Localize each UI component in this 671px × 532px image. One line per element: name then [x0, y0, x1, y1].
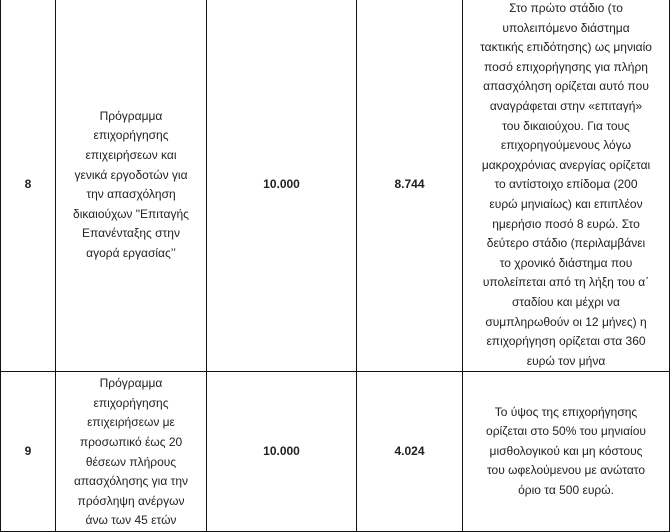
description-line: απασχόληση ορίζεται αυτό που	[483, 79, 649, 94]
description-line: υπολειπόμενο διάστημα	[502, 20, 630, 35]
description-line: μισθολογικού και μη κόστους	[489, 443, 643, 458]
value-a: 10.000	[207, 372, 357, 532]
program-line: την απασχόληση	[86, 187, 176, 202]
description-line: επιχορήγηση ορίζεται στα 360	[486, 334, 646, 349]
description-line: ευρώ μηνιαίως) και επιπλέον	[489, 196, 643, 211]
program-line: Πρόγραμμα	[99, 108, 163, 123]
program-line: επιχορήγησης	[93, 395, 169, 410]
table-row	[1, 372, 670, 532]
description-line: Στο πρώτο στάδιο (το	[509, 1, 623, 15]
program-line: αγορά εργασίας’’	[86, 245, 176, 260]
description-line: Το ύψος της επιχορήγησης	[494, 404, 638, 419]
description-line: ευρώ τον μήνα	[526, 353, 606, 368]
description-line: ημερήσιο ποσό 8 ευρώ. Στο	[492, 216, 640, 231]
description-line: υπολείπεται από τη λήξη του α΄	[482, 275, 650, 290]
description-line: το αντίστοιχο επίδομα (200	[494, 177, 638, 192]
description-line: ορίζεται στο 50% του μηνιαίου	[486, 424, 646, 439]
value-a: 10.000	[207, 0, 357, 372]
program-line: απασχόλησης για την	[73, 474, 189, 489]
description-line: μακροχρόνιας ανεργίας ορίζεται	[481, 157, 651, 172]
value-b: 8.744	[357, 0, 463, 372]
program-line: θέσεων πλήρους	[85, 454, 177, 469]
table-row	[1, 0, 670, 372]
description-line: ποσό επιχορήγησης για πλήρη	[484, 59, 648, 74]
program-line: επιχειρήσεων και	[85, 147, 177, 162]
program-line: προσωπικό έως 20	[79, 435, 183, 450]
row-number: 8	[1, 0, 56, 372]
description-line: αναγράφεται στην «επιταγή»	[489, 98, 643, 113]
description-line: τακτικής επιδότησης) ως μηνιαίο	[480, 40, 652, 55]
row-number: 9	[1, 372, 56, 532]
program-line: Πρόγραμμα	[99, 376, 163, 391]
value-b: 4.024	[357, 372, 463, 532]
program-line: άνω των 45 ετών	[85, 513, 177, 528]
description-line: επιχορηγούμενους λόγω	[500, 138, 632, 153]
program-line: πρόσληψη ανέργων	[77, 493, 185, 508]
description-line: όριο τα 500 ευρώ.	[518, 483, 614, 498]
program-line: Επανένταξης στην	[82, 226, 180, 241]
program-line: γενικά εργοδοτών για	[74, 167, 188, 182]
program-line: επιχειρήσεων με	[87, 415, 175, 430]
description	[463, 372, 670, 532]
program-name	[56, 372, 207, 532]
description-line: συμπληρωθούν οι 12 μήνες) η	[485, 314, 647, 329]
description-line: του δικαιούχου. Για τους	[502, 118, 630, 133]
description-line: του ωφελούμενου με ανώτατο	[486, 463, 645, 478]
program-name	[56, 0, 207, 372]
program-line: δικαιούχων "Επιταγής	[73, 206, 189, 221]
description-line: σταδίου και μέχρι να	[512, 294, 620, 309]
description-line: δεύτερο στάδιο (περιλαμβάνει	[486, 236, 646, 251]
description-line: το χρονικό διάστημα που	[499, 255, 633, 270]
program-line: επιχορήγησης	[93, 128, 169, 143]
description	[463, 0, 670, 372]
